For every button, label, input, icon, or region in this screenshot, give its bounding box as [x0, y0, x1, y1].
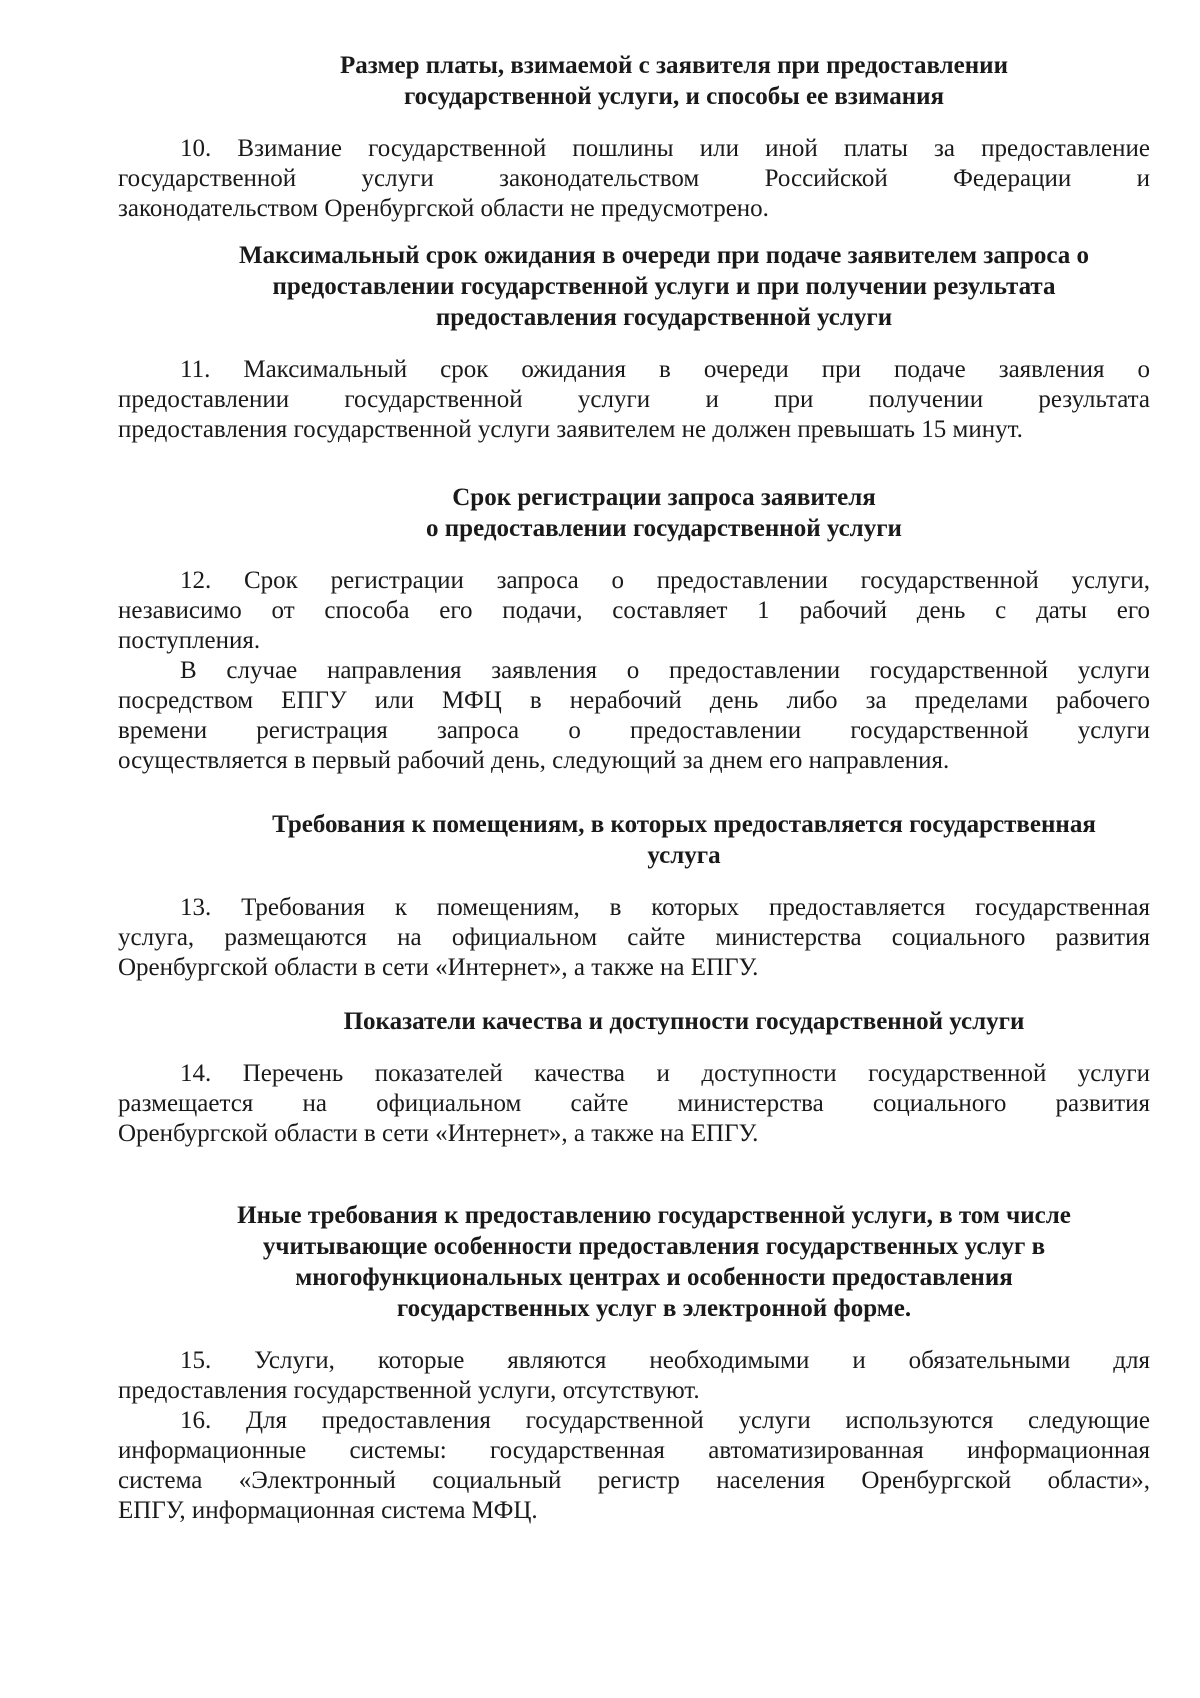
paragraph-line: 15. Услуги, которые являются необходимыми и обязательными для [180, 1347, 1150, 1374]
paragraph-line: посредством ЕПГУ или МФЦ в нерабочий день либо за пределами рабочего [118, 687, 1150, 714]
paragraph-line: 12. Срок регистрации запроса о предоставлении государственной услуги, [180, 567, 1150, 594]
paragraph-line: предоставлении государственной услуги и при получении результата [118, 386, 1150, 413]
paragraph-11 [118, 355, 1150, 445]
heading-line: многофункциональных центрах и особенности предоставления [295, 1264, 1013, 1291]
heading-line: государственных услуг в электронной форме. [396, 1295, 912, 1322]
paragraph-line: 11. Максимальный срок ожидания в очереди при подаче заявления о [180, 356, 1150, 383]
paragraph-line: законодательством Оренбургской области не предусмотрено. [118, 195, 769, 222]
heading-line: Показатели качества и доступности государственной услуги [343, 1008, 1025, 1035]
section-heading [118, 50, 1150, 112]
heading-line: Требования к помещениям, в которых предоставляется государственная [272, 811, 1096, 838]
paragraph-line: Оренбургской области в сети «Интернет», а также на ЕПГУ. [118, 1120, 759, 1147]
paragraph-line: система «Электронный социальный регистр населения Оренбургской области», [118, 1467, 1150, 1494]
section-heading [118, 1006, 1150, 1037]
paragraph-line: предоставления государственной услуги заявителем не должен превышать 15 минут. [118, 416, 1023, 443]
paragraph-line: 13. Требования к помещениям, в которых предоставляется государственная [180, 894, 1150, 921]
heading-line: услуга [647, 842, 721, 869]
heading-line: о предоставлении государственной услуги [426, 515, 902, 542]
paragraph-line: предоставления государственной услуги, отсутствуют. [118, 1377, 700, 1404]
paragraph-line: услуга, размещаются на официальном сайте министерства социального развития [118, 924, 1150, 951]
paragraph-line: В случае направления заявления о предоставлении государственной услуги [180, 657, 1150, 684]
heading-line: предоставлении государственной услуги и при получении результата [272, 273, 1056, 300]
section-queue-time [118, 240, 1150, 445]
heading-line: Максимальный срок ожидания в очереди при подаче заявителем запроса о [238, 242, 1089, 269]
paragraph-14 [118, 1059, 1150, 1149]
paragraph-13 [118, 893, 1150, 983]
paragraph-12 [118, 566, 1150, 776]
paragraph-line: времени регистрация запроса о предоставлении государственной услуги [118, 717, 1150, 744]
section-quality [118, 1006, 1150, 1149]
section-heading [118, 240, 1150, 333]
heading-line: Срок регистрации запроса заявителя [452, 484, 876, 511]
paragraph-line: государственной услуги законодательством Российской Федерации и [118, 165, 1150, 192]
paragraph-line: 14. Перечень показателей качества и доступности государственной услуги [180, 1060, 1150, 1087]
heading-line: Размер платы, взимаемой с заявителя при предоставлении [340, 52, 1008, 79]
paragraph-line: поступления. [118, 627, 261, 654]
paragraph-line: Оренбургской области в сети «Интернет», а также на ЕПГУ. [118, 954, 759, 981]
section-other-requirements [118, 1200, 1150, 1526]
paragraph-line: размещается на официальном сайте министерства социального развития [118, 1090, 1150, 1117]
paragraph-line: 10. Взимание государственной пошлины или иной платы за предоставление [180, 135, 1150, 162]
paragraph-line: ЕПГУ, информационная система МФЦ. [118, 1497, 538, 1524]
heading-line: Иные требования к предоставлению государственной услуги, в том числе [237, 1202, 1071, 1229]
heading-line: учитывающие особенности предоставления государственных услуг в [262, 1233, 1046, 1260]
section-heading [118, 1200, 1150, 1324]
paragraph-line: информационные системы: государственная автоматизированная информационная [118, 1437, 1150, 1464]
paragraph-line: независимо от способа его подачи, составляет 1 рабочий день с даты его [118, 597, 1150, 624]
paragraph-line: 16. Для предоставления государственной услуги используются следующие [180, 1407, 1150, 1434]
paragraph-10 [118, 134, 1150, 224]
section-heading [118, 482, 1150, 544]
paragraph-15-16 [118, 1346, 1150, 1526]
heading-line: предоставления государственной услуги [435, 304, 893, 331]
heading-line: государственной услуги, и способы ее взимания [403, 83, 945, 110]
paragraph-line: осуществляется в первый рабочий день, следующий за днем его направления. [118, 747, 950, 774]
section-premises [118, 809, 1150, 983]
section-heading [118, 809, 1150, 871]
section-registration [118, 482, 1150, 776]
section-fee [118, 50, 1150, 224]
